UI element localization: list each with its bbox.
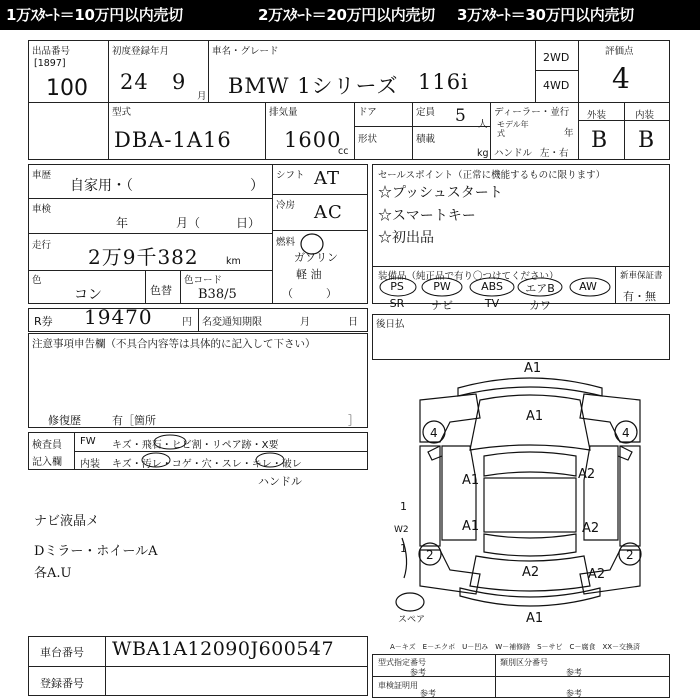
color-label: 色 — [32, 275, 42, 286]
mileage-unit: km — [226, 256, 241, 267]
fuel-gas: ガソリン — [294, 251, 338, 264]
diag-a2-right: A2 — [578, 467, 596, 482]
inspect-label: 車検 — [32, 204, 52, 215]
banner-item-1: 1万ｽﾀｰﾄ＝10万円以内売切 — [6, 6, 183, 24]
inspector-label-1: 検査員 — [32, 440, 62, 451]
equip-leather: カワ — [529, 299, 551, 312]
ref-3: 参考 — [420, 689, 436, 698]
load-unit: kg — [477, 148, 489, 159]
diag-a2-center: A2 — [522, 565, 540, 580]
inspect-month: 月（ — [176, 216, 201, 230]
inspect-day: 日） — [236, 216, 261, 230]
type-label: 型式指定番号 — [378, 658, 426, 667]
equip-pw: PW — [433, 280, 451, 293]
announcement-banner — [0, 0, 700, 30]
name-label: 車名・グレード — [212, 46, 279, 57]
ext-label: 外装 — [587, 110, 607, 121]
shift-value: AT — [314, 168, 341, 189]
diag-a2-rear: A2 — [588, 567, 606, 582]
equip-circles — [376, 274, 616, 304]
diag-tire-rl: 2 — [426, 548, 434, 562]
ref-2: 参考 — [566, 668, 582, 677]
fuel-other: （ ） — [282, 287, 337, 300]
sales-item-2: ☆スマートキー — [378, 208, 476, 224]
car-name: BMW 1シリーズ — [228, 74, 399, 98]
equip-label: 装備品（純正品で有り〇つけてください） — [378, 271, 559, 282]
int-items: キズ・汚レ・コゲ・穴・スレ・キレ・破レ — [112, 459, 302, 470]
diag-tire-fr: 4 — [622, 426, 630, 440]
after-pay-box — [372, 314, 670, 360]
reg-label: 初度登録年月 — [112, 46, 170, 57]
diag-a1-left: A1 — [462, 473, 480, 488]
diag-tick-1: 1 — [400, 500, 407, 513]
diag-a1-center: A1 — [462, 519, 480, 534]
wd4-label: 4WD — [543, 79, 570, 92]
history-label: 車歴 — [32, 170, 52, 181]
equip-ps: PS — [390, 280, 404, 293]
tax-value: 19470 — [84, 305, 153, 329]
diag-w2: W2 — [394, 525, 409, 535]
lot-number: 100 — [46, 76, 88, 101]
damage-legend: A－キズ E－エクボ U－凹み W－補修跡 S－サビ C－腐食 XX－交換済 — [390, 643, 641, 651]
diag-tire-rr: 2 — [626, 548, 634, 562]
grade-label: 評価点 — [605, 46, 634, 57]
sales-label: セールスポイント（正常に機能するものに限ります） — [378, 170, 606, 181]
model-year-unit: 年 — [564, 128, 574, 139]
disp-unit: cc — [338, 146, 349, 157]
color-value: コン — [74, 287, 102, 303]
fuel-diesel: 軽 油 — [296, 268, 322, 281]
sales-item-3: ☆初出品 — [378, 230, 434, 246]
fw-label: FW — [80, 436, 96, 447]
tax-unit: 円 — [182, 317, 192, 328]
mileage-value: 2万9千382 — [88, 245, 199, 269]
int-label: 内装 — [635, 110, 655, 121]
history-value: 自家用・（ — [70, 178, 133, 194]
remark-2: Dミラー・ホイールA — [34, 544, 158, 559]
lot-sub: [1897] — [34, 58, 66, 69]
grade-value: 4 — [612, 62, 631, 95]
lot-label: 出品番号 — [32, 46, 71, 57]
disp-label: 排気量 — [269, 107, 298, 118]
ext-value: B — [591, 128, 609, 153]
sales-item-1: ☆プッシュスタート — [378, 185, 503, 201]
seats-value: 5 — [455, 106, 466, 126]
equip-airbag: エアB — [525, 282, 555, 295]
disp-value: 1600 — [284, 128, 342, 152]
mileage-label: 走行 — [32, 240, 52, 251]
tax-label: R券 — [34, 315, 53, 328]
class-label: 類別区分番号 — [500, 658, 548, 667]
ref-1: 参考 — [410, 668, 426, 677]
seats-unit: 人 — [478, 119, 488, 130]
remark-3: 各A.U — [34, 566, 72, 581]
inspector-circles — [140, 432, 320, 470]
car-diagram — [380, 360, 680, 630]
handle-value: 左・右 — [540, 148, 569, 159]
model-value: DBA-1A16 — [114, 128, 232, 152]
fw-items: キズ・飛石・ヒビ割・リペア跡・X要 — [112, 440, 279, 451]
diag-a1-top: A1 — [524, 361, 542, 376]
repair-close: ］ — [348, 414, 359, 427]
reg-number-label: 登録番号 — [40, 677, 84, 690]
remark-1: ナビ液晶メ — [34, 514, 100, 529]
int-inspect-label: 内装 — [80, 459, 100, 470]
cool-value: AC — [314, 202, 343, 223]
equip-abs: ABS — [481, 280, 503, 293]
color-change: 色替 — [150, 284, 172, 297]
banner-item-2: 2万ｽﾀｰﾄ＝20万円以内売切 — [258, 6, 435, 24]
colorcode-value: B38/5 — [198, 287, 237, 302]
vin-label: 車台番号 — [40, 646, 84, 659]
equip-tv: TV — [484, 297, 500, 310]
banner-item-3: 3万ｽﾀｰﾄ＝30万円以内売切 — [457, 6, 634, 24]
fuel-label: 燃料 — [276, 237, 296, 248]
shape-label: 形状 — [358, 134, 378, 145]
model-label: 型式 — [112, 107, 132, 118]
wd2-label: 2WD — [543, 51, 570, 64]
warranty-value: 有・無 — [623, 290, 656, 303]
handle-label: ハンドル — [494, 148, 533, 159]
equip-aw: AW — [579, 280, 597, 293]
fuel-circle-mark — [298, 232, 328, 256]
history-close: ） — [250, 178, 264, 194]
ref-4: 参考 — [566, 689, 582, 698]
grade-text: 116i — [418, 70, 469, 94]
notice-month: 月 — [300, 317, 310, 328]
handle-note: ハンドル — [258, 475, 302, 488]
notes-label: 注意事項申告欄（不具合内容等は具体的に記入して下さい） — [32, 338, 316, 350]
colorcode-label: 色コード — [184, 275, 223, 286]
notice-day: 日 — [348, 317, 358, 328]
diag-a1-bottom: A1 — [526, 611, 544, 626]
diag-a2-right2: A2 — [582, 521, 600, 536]
vin-value: WBA1A12090J600547 — [112, 638, 335, 660]
inspector-label-2: 記入欄 — [32, 457, 62, 468]
reg-month-unit: 月 — [197, 91, 207, 102]
after-pay-label: 後日払 — [376, 319, 405, 330]
reg-month: 9 — [172, 70, 187, 94]
shift-label: シフト — [276, 170, 305, 181]
seats-label: 定員 — [416, 107, 436, 118]
reg-year: 24 — [120, 70, 149, 94]
cert-label: 車検証明用 — [378, 681, 418, 690]
repair-value: 有［箇所 — [112, 414, 156, 427]
equip-navi: ナビ — [431, 299, 453, 312]
repair-label: 修復歴 — [48, 414, 81, 427]
int-value: B — [638, 128, 656, 153]
cool-label: 冷房 — [276, 200, 296, 211]
inspect-year: 年 — [116, 216, 129, 230]
warranty-label: 新車保証書 — [620, 271, 663, 281]
diag-tire-fl: 4 — [430, 426, 438, 440]
load-label: 積載 — [416, 134, 436, 145]
diag-tick-2: 1 — [400, 542, 407, 555]
equip-sr: SR — [389, 297, 405, 310]
notice-label: 名変通知期限 — [202, 317, 262, 328]
model-year-label: モデル年式 — [497, 120, 529, 138]
dealer-label: ディーラー・並行 — [494, 107, 570, 118]
door-label: ドア — [358, 107, 377, 118]
diag-a1-hood: A1 — [526, 409, 544, 424]
diag-spare: スペア — [398, 615, 426, 625]
